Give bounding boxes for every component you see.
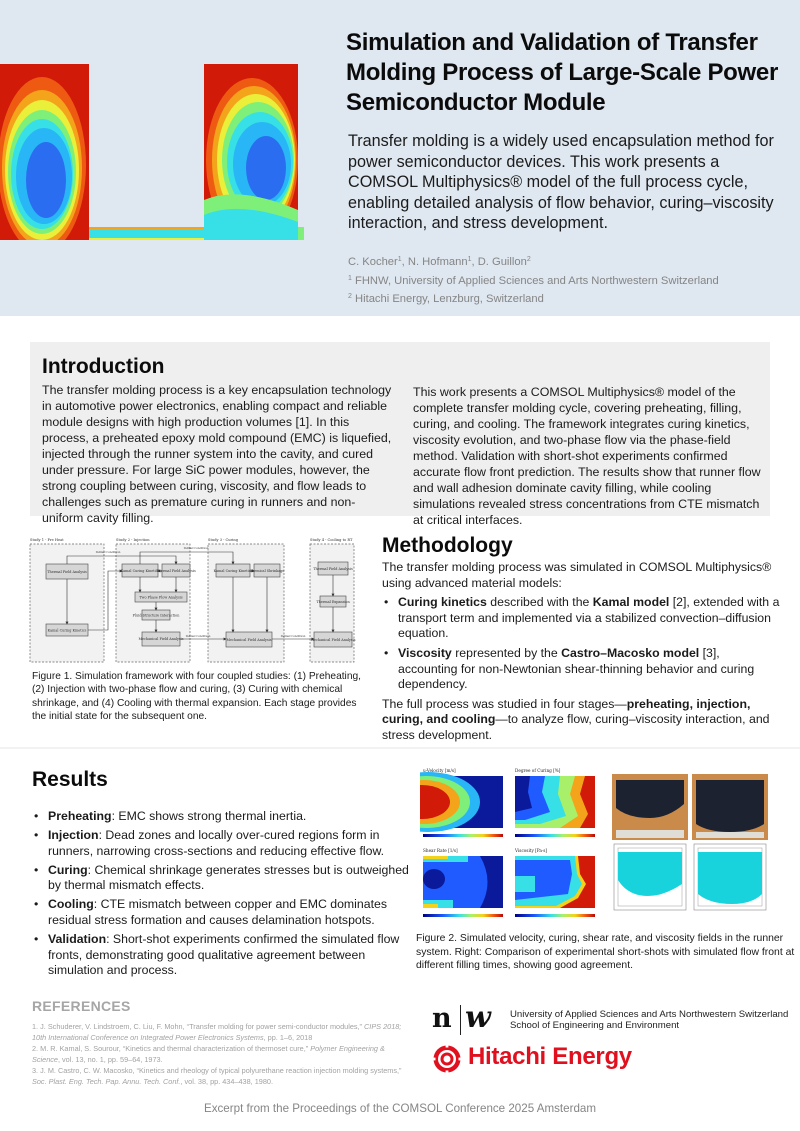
methodology-outro xyxy=(382,697,782,744)
flow-box-s3-kamal: Kamal Curing Kinetics xyxy=(213,569,253,573)
results-text: : CTE mismatch between copper and EMC dominates residual stress formation and causes delamination hotspots. xyxy=(48,897,387,928)
methodology-list xyxy=(382,595,782,693)
methodology-body xyxy=(382,560,782,744)
poster-title: Simulation and Validation of Transfer Molding Process of Large-Scale Power Semiconductor Module xyxy=(346,29,778,116)
reference-item xyxy=(32,1066,402,1088)
bold-term: Curing kinetics xyxy=(398,595,487,610)
fhnw-mark-n: n xyxy=(432,1003,451,1034)
results-item xyxy=(32,897,412,928)
fhnw-school: School of Engineering and Environment xyxy=(510,1020,680,1032)
panel-title: u-Velocity [m/s] xyxy=(423,768,456,773)
results-item xyxy=(32,809,412,825)
flow-box-s3-chem: Chemical Shrinkage xyxy=(249,569,285,573)
outro-text: The full process was studied in four stages— xyxy=(382,696,627,711)
author-name: C. Kocher xyxy=(348,256,398,268)
experimental-shortshot-photo xyxy=(612,774,688,840)
flow-box-s2-thermal: Thermal Field Analysis xyxy=(156,569,196,573)
fhnw-divider xyxy=(460,1005,461,1035)
affiliation xyxy=(348,289,788,308)
conference-footer: Excerpt from the Proceedings of the COMSOL Conference 2025 Amsterdam xyxy=(203,1102,596,1115)
flow-box-s2-kamal: Kamal Curing Kinetics xyxy=(120,569,160,573)
affiliation-text: Hitachi Energy, Lenzburg, Switzerland xyxy=(355,293,544,305)
references-list xyxy=(32,1022,402,1087)
reference-venue: Soc. Plast. Eng. Tech. Pap. Annu. Tech. Conf. xyxy=(32,1076,181,1086)
reference-text: , vol. 38, pp. 434–438, 1980. xyxy=(180,1076,273,1086)
hitachi-emblem-icon xyxy=(432,1044,462,1074)
figure1-caption: Figure 1. Simulation framework with four coupled studies: (1) Preheating, (2) Injection with two-phase flow and curing, (3) Curing with chemical shrinkage, and (4) Cooling with thermal expansion. Each stage provides the initial state for the subsequent one. xyxy=(32,671,361,723)
introduction-text-left: The transfer molding process is a key encapsulation technology in automotive power electronics, enabling compact and reliable module designs with high production volumes [1]. In this process, a preheated epoxy mold compound (EMC) is liquefied, injected through the runner system into the cavity, and cured under pressure. For large SiC power modules, however, the strong coupling between curing, viscosity, and flow leads to challenges such as premature curing in runners and non-uniform cavity filling. xyxy=(42,383,392,525)
flow-box-s4-expansion: Thermal Expansion xyxy=(316,600,350,604)
colorbar xyxy=(515,914,595,917)
results-list xyxy=(32,809,412,982)
methodology-heading: Methodology xyxy=(382,534,513,557)
colorbar xyxy=(423,914,503,917)
connector-label: Initial Condition xyxy=(185,634,211,638)
introduction-text-right: This work presents a COMSOL Multiphysics® model of the complete transfer molding cycle, covering preheating, filling, curing, and cooling. The framework integrates curing kinetics, viscosity evolution, and two-phase flow via the phase-field method. Validation with short-shot experiments confirmed accurate flow front prediction. The results show that runner flow and wall adhesion dominate cavity filling, while cooling simulations revealed stress concentrations from CTE mismatch at critical interfaces. xyxy=(413,385,761,527)
simulated-flow-front xyxy=(694,844,766,910)
item-text: [2], extended with a transport term and implemented via a stabilized convection–diffusion equation. xyxy=(398,595,780,641)
reference-item xyxy=(32,1044,402,1066)
results-label: Validation xyxy=(48,932,107,947)
flow-box-s4-mech: Mechanical Field Analysis xyxy=(310,638,356,642)
author-name: N. Hofmann xyxy=(407,256,468,268)
author-affiliation-mark: 2 xyxy=(526,256,531,263)
flow-box-s1-kamal: Kamal Curing Kinetics xyxy=(47,628,87,633)
reference-item xyxy=(32,1022,402,1044)
results-label: Preheating xyxy=(48,809,112,823)
results-heading: Results xyxy=(32,768,108,791)
introduction-heading: Introduction xyxy=(42,355,165,378)
results-label: Cooling xyxy=(48,897,94,912)
reference-text: , pp. 1–6, 2018 xyxy=(263,1032,313,1042)
hero-simulation-image xyxy=(0,0,320,316)
flow-box-s2-mech: Mechanical Field Analysis xyxy=(138,637,184,641)
affiliation xyxy=(348,271,788,290)
experimental-shortshot-photo xyxy=(692,774,768,840)
reference-text: 3. J. M. Castro, C. W. Macosko, “Kinetics and rheology of typical polyurethane reaction injection molding systems,” xyxy=(32,1065,402,1075)
flow-box-s2-twophase: Two Phase Flow Analysis xyxy=(139,595,183,600)
colorbar xyxy=(515,834,595,837)
author-affiliation-mark: 1 xyxy=(397,256,402,263)
right-cavity-field xyxy=(204,64,298,242)
outro-bold: preheating, injection, curing, and cooling xyxy=(382,696,751,727)
panel-title: Degree of Curing [%] xyxy=(515,768,561,773)
study-label: Study 4 - Cooling to RT xyxy=(310,538,353,542)
bold-term: Castro–Macosko model xyxy=(561,645,700,660)
item-text: [3], accounting for non-Newtonian shear-thinning behavior and curing dependency. xyxy=(398,645,755,692)
left-cavity-field xyxy=(0,64,89,253)
curing-field xyxy=(515,776,595,828)
connector-label: Initial Condition xyxy=(280,634,306,638)
item-text: described with the xyxy=(486,595,593,610)
author-affiliation-mark: 1 xyxy=(467,256,472,263)
study-label: Study 3 - Curing xyxy=(208,538,239,542)
panel-title: Viscosity [Pa·s] xyxy=(515,848,548,853)
reference-venue: CIPS 2018; 10th International Conference on Integrated Power Electronics Systems xyxy=(32,1022,402,1042)
references-heading: REFERENCES xyxy=(32,998,131,1014)
flow-box-s2-fsi: Fluid-Structure Interaction xyxy=(132,613,180,618)
item-text: represented by the xyxy=(451,645,562,660)
bold-term: Kamal model xyxy=(592,595,670,610)
panel-title: Shear Rate [1/s] xyxy=(423,848,458,853)
affiliation-number: 1 xyxy=(348,274,352,282)
viscosity-field xyxy=(515,856,595,908)
results-text: : Short-shot experiments confirmed the simulated flow fronts, demonstrating good qualitative agreement between simulation and process. xyxy=(48,932,400,978)
colorbar xyxy=(423,834,503,837)
flow-box-s4-thermal: Thermal Field Analysis xyxy=(313,567,353,571)
reference-text: , vol. 13, no. 1, pp. 59–64, 1973. xyxy=(57,1054,163,1064)
methodology-item xyxy=(382,595,782,642)
reference-text: 1. J. Schuderer, V. Lindstroem, C. Liu, F. Mohn, “Transfer molding for power semi-conductor modules,” xyxy=(32,1022,365,1031)
author-list: C. Kocher$^1$, N. Hofmann$^1$, D. Guillon$^2$ xyxy=(348,256,531,268)
flow-box-s1-thermal: Thermal Field Analysis xyxy=(47,570,87,574)
study-label: Study 1 - Pre Heat xyxy=(30,538,64,542)
results-text: : Dead zones and locally over-cured regions form in runners, narrowing cross-sections and reducing effective flow. xyxy=(48,828,385,858)
reference-text: 2. M. R. Kamal, S. Sourour, “Kinetics and thermal characterization of thermoset cure,” xyxy=(32,1043,311,1053)
results-label: Injection xyxy=(48,828,99,843)
simulated-flow-front xyxy=(614,844,686,910)
outro-text: —to analyze flow, curing–viscosity interaction, and stress development. xyxy=(382,712,770,742)
poster-abstract: Transfer molding is a widely used encapsulation method for power semiconductor devices. This work presents a COMSOL Multiphysics® model of the full process cycle, enabling detailed analysis of flow behavior, curing–viscosity interaction, and stress development. xyxy=(348,132,774,233)
methodology-item xyxy=(382,646,782,693)
author-name: D. Guillon xyxy=(477,256,527,268)
fhnw-mark-w: w xyxy=(465,1000,491,1035)
velocity-field xyxy=(420,772,503,832)
fhnw-logo xyxy=(432,1000,792,1037)
results-item xyxy=(32,863,412,894)
connector-label: Initial Condition xyxy=(95,550,121,554)
connector-label: Initial Condition xyxy=(183,546,209,550)
reference-venue: Polymer Engineering & Science xyxy=(32,1043,385,1064)
results-label: Curing xyxy=(48,862,88,877)
author-block xyxy=(348,252,788,308)
hitachi-wordmark: Hitachi Energy xyxy=(468,1043,632,1070)
affiliation-text: FHNW, University of Applied Sciences and Arts Northwestern Switzerland xyxy=(355,274,719,287)
fhnw-text xyxy=(510,1009,788,1032)
section-divider xyxy=(0,747,800,749)
figure2-caption: Figure 2. Simulated velocity, curing, shear rate, and viscosity fields in the runner system. Right: Comparison of experimental short-shots with simulated flow front at different filling times, showing good agreement. xyxy=(416,933,795,972)
affiliation-number: 2 xyxy=(348,293,352,300)
bold-term: Viscosity xyxy=(398,645,452,660)
results-text: : EMC shows strong thermal inertia. xyxy=(111,809,307,823)
results-item xyxy=(32,828,412,859)
figure1-flowchart xyxy=(28,536,368,666)
results-item xyxy=(32,932,412,979)
fhnw-university: University of Applied Sciences and Arts Northwestern Switzerland xyxy=(510,1009,789,1020)
results-text: : Chemical shrinkage generates stresses but is outweighed by thermal mismatch effects. xyxy=(48,862,409,893)
figure2-simulation-panels xyxy=(420,764,600,924)
flow-box-s3-mech: Mechanical Field Analysis xyxy=(226,638,272,642)
shear-rate-field xyxy=(423,856,503,908)
study-label: Study 2 - Injection xyxy=(116,538,150,542)
figure2-shortshot-comparison xyxy=(612,774,772,914)
methodology-intro: The transfer molding process was simulated in COMSOL Multiphysics® using advanced material models: xyxy=(382,560,772,590)
